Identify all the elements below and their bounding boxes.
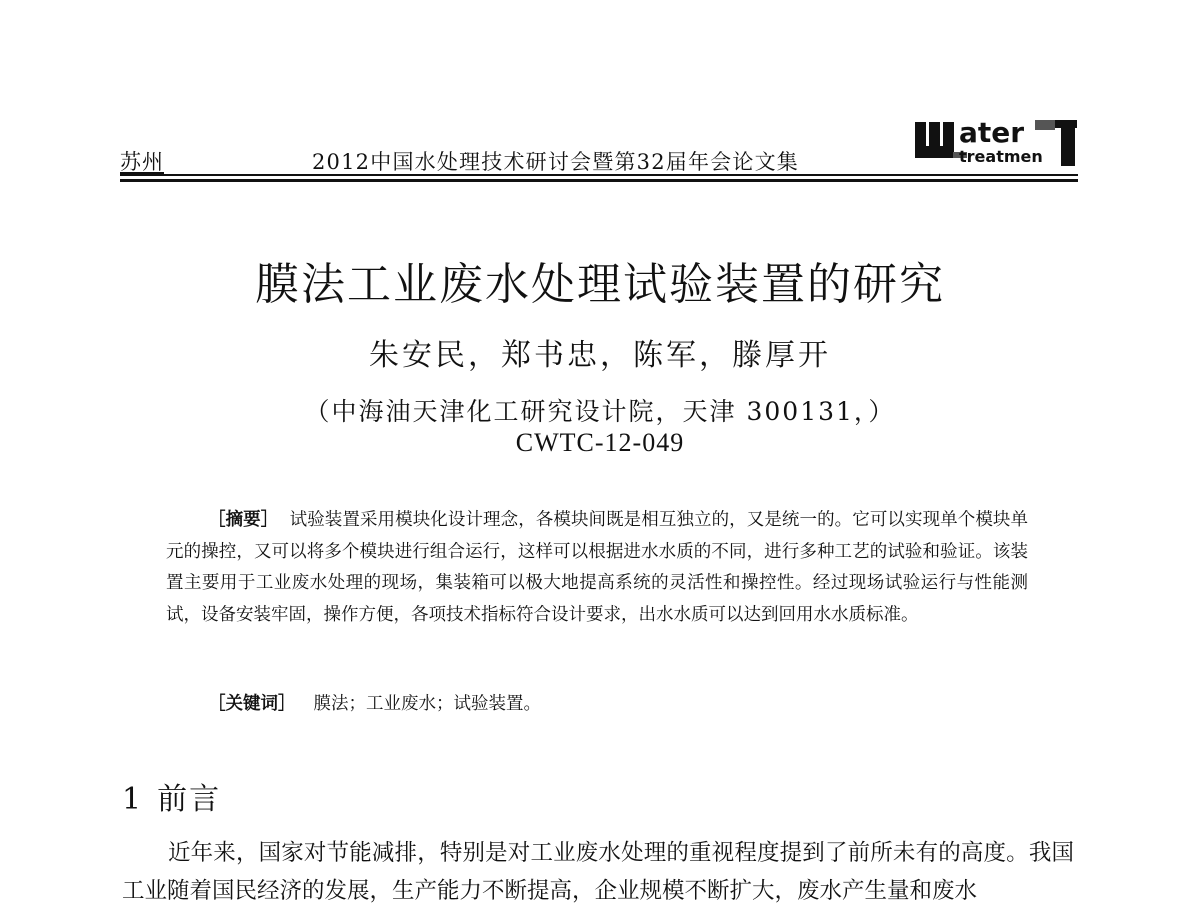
running-header xyxy=(120,110,1078,176)
paper-authors: 朱安民，郑书忠，陈军，滕厚开 xyxy=(369,338,831,373)
header-proceedings-title: 2012中国水处理技术研讨会暨第32届年会论文集 xyxy=(312,150,799,174)
abstract-label: ［摘要］ xyxy=(208,510,279,530)
paper-affiliation: （中海油天津化工研究设计院，天津 300131，） xyxy=(304,397,896,426)
water-treatment-logo-icon xyxy=(915,116,1079,172)
paper-code: CWTC-12-049 xyxy=(515,428,685,457)
header-rule-thick xyxy=(120,179,1078,182)
keywords xyxy=(208,690,541,715)
logo-top-word: ater xyxy=(959,116,1025,149)
paper-title: 膜法工业废水处理试验装置的研究 xyxy=(255,259,945,310)
abstract xyxy=(166,505,1028,631)
logo-bottom-word: treatmen xyxy=(959,147,1043,166)
keywords-label: ［关键词］ xyxy=(208,694,296,714)
abstract-text: 试验装置采用模块化设计理念，各模块间既是相互独立的，又是统一的。它可以实现单个模块单元的操控，又可以将多个模块进行组合运行，这样可以根据进水水质的不同，进行多种工艺的试验和验证。该装置主要用于工业废水处理的现场，集装箱可以极大地提高系统的灵活性和操控性。经过现场试验运行与性能测试，设备安装牢固，操作方便，各项技术指标符合设计要求，出水水质可以达到回用水水质标准。 xyxy=(166,510,1028,625)
section-number: 1 xyxy=(122,782,144,817)
section-title: 前言 xyxy=(157,782,222,817)
body-paragraph: 近年来，国家对节能减排，特别是对工业废水处理的重视程度提到了前所未有的高度。我国工业随着国民经济的发展，生产能力不断提高，企业规模不断扩大，废水产生量和废水 xyxy=(122,840,1074,904)
header-rule-thin xyxy=(120,174,1078,176)
header-city: 苏州 xyxy=(120,150,164,174)
abstract-paragraph xyxy=(166,505,1028,631)
section-body xyxy=(122,834,1074,910)
section-heading-introduction xyxy=(122,774,221,818)
keywords-text: 膜法；工业废水；试验装置。 xyxy=(313,694,541,714)
